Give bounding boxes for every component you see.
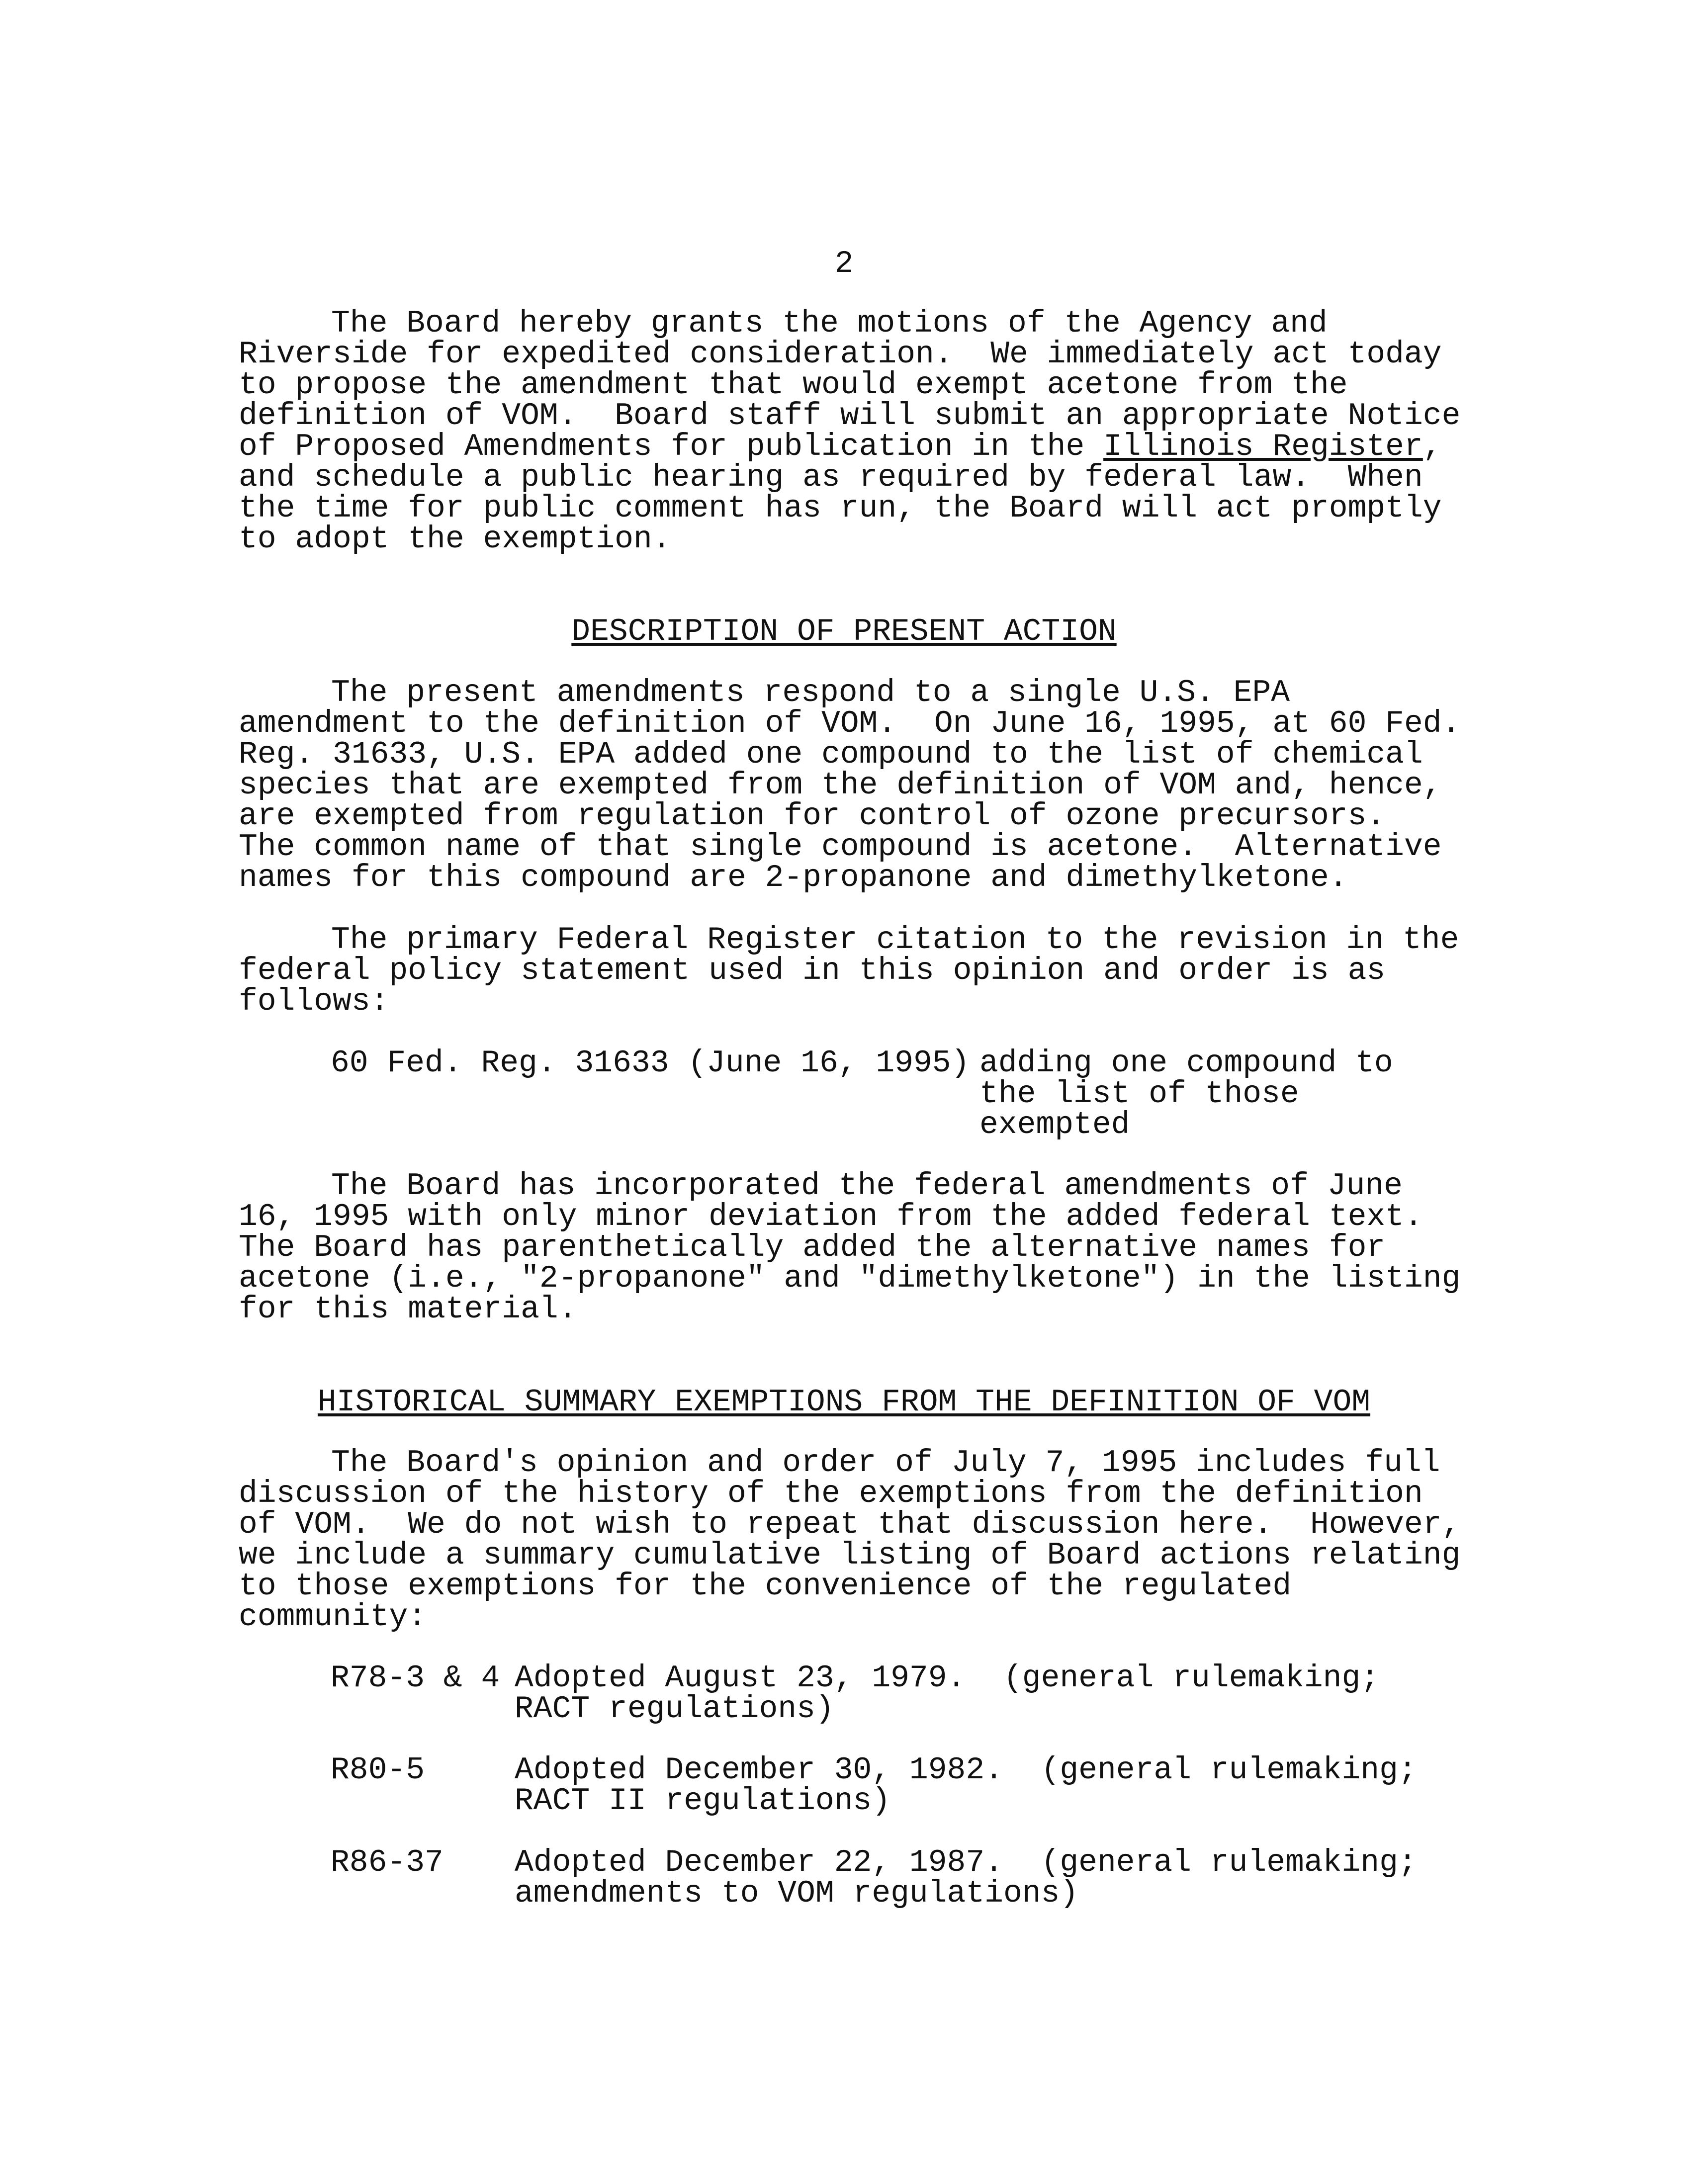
text-line: are exempted from regulation for control of ozone precursors.: [239, 798, 1386, 834]
text-fragment: of Proposed Amendments for publication in the: [239, 429, 1104, 464]
text-line: [239, 429, 1472, 464]
text-line: Adopted August 23, 1979. (general rulemaking;: [515, 1660, 1380, 1696]
text-line: of VOM. We do not wish to repeat that discussion here. However,: [239, 1507, 1461, 1542]
text-line: discussion of the history of the exemptions from the definition: [239, 1476, 1423, 1511]
text-line: names for this compound are 2-propanone and dimethylketone.: [239, 860, 1348, 895]
text-line: to propose the amendment that would exempt acetone from the: [239, 367, 1348, 403]
text-line: community:: [239, 1599, 427, 1635]
citation-reference: 60 Fed. Reg. 31633 (June 16, 1995): [331, 1046, 970, 1081]
text-line: RACT regulations): [515, 1691, 834, 1727]
text-line: and schedule a public hearing as required by federal law. When: [239, 460, 1423, 495]
paragraph-present-amendments: [239, 675, 1472, 895]
text-line: Riverside for expedited consideration. We immediately act today: [239, 337, 1442, 372]
section-heading-historical-summary: HISTORICAL SUMMARY EXEMPTIONS FROM THE DEFINITION OF VOM: [317, 1385, 1371, 1420]
text-line: Adopted December 30, 1982. (general rulemaking;: [515, 1752, 1417, 1788]
paragraph-primary-citation: [239, 922, 1472, 1019]
history-entry-id: R80-5: [331, 1752, 425, 1788]
text-line: The Board's opinion and order of July 7, 1995 includes full: [331, 1445, 1440, 1481]
text-line: exempted: [979, 1107, 1130, 1142]
illinois-register-title: Illinois Register: [1103, 429, 1423, 464]
text-line: The present amendments respond to a single U.S. EPA: [331, 675, 1290, 710]
text-line: 16, 1995 with only minor deviation from the added federal text.: [239, 1199, 1423, 1234]
text-line: The Board has parenthetically added the alternative names for: [239, 1230, 1386, 1265]
citation-description: [979, 1048, 1393, 1140]
history-entry-id: R78-3 & 4: [331, 1660, 500, 1696]
text-line: to adopt the exemption.: [239, 522, 671, 557]
text-line: follows:: [239, 984, 389, 1019]
section-heading-present-action: DESCRIPTION OF PRESENT ACTION: [571, 614, 1117, 649]
text-line: The Board has incorporated the federal amendments of June: [331, 1168, 1403, 1204]
history-entry-description: [515, 1660, 1380, 1727]
text-line: the time for public comment has run, the Board will act promptly: [239, 491, 1442, 526]
paragraph-board-opinion: [239, 1445, 1472, 1635]
text-line: Adopted December 22, 1987. (general rulemaking;: [515, 1845, 1417, 1880]
text-line: RACT II regulations): [515, 1783, 891, 1819]
text-line: The common name of that single compound is acetone. Alternative: [239, 829, 1442, 865]
text-line: adding one compound to: [979, 1046, 1393, 1081]
history-entry-description: [515, 1847, 1417, 1909]
text-line: species that are exempted from the definition of VOM and, hence,: [239, 768, 1442, 803]
text-line: amendments to VOM regulations): [515, 1876, 1079, 1911]
history-entry-description: [515, 1752, 1417, 1819]
text-line: definition of VOM. Board staff will submit an appropriate Notice: [239, 398, 1461, 434]
text-line: acetone (i.e., "2-propanone" and "dimethylketone") in the listing: [239, 1261, 1461, 1296]
text-line: federal policy statement used in this opinion and order is as: [239, 953, 1386, 988]
text-line: Reg. 31633, U.S. EPA added one compound to the list of chemical: [239, 737, 1423, 772]
page-number: 2: [834, 246, 854, 281]
text-line: The primary Federal Register citation to the revision in the: [331, 922, 1459, 958]
text-line: The Board hereby grants the motions of the Agency and: [331, 306, 1328, 341]
text-line: we include a summary cumulative listing of Board actions relating: [239, 1538, 1461, 1573]
text-line: amendment to the definition of VOM. On June 16, 1995, at 60 Fed.: [239, 706, 1461, 741]
text-line: to those exemptions for the convenience of the regulated: [239, 1569, 1292, 1604]
paragraph-grant-motions: [239, 308, 1472, 555]
history-entry-id: R86-37: [331, 1845, 444, 1880]
paragraph-incorporated-amendments: [239, 1168, 1472, 1327]
text-line: the list of those: [979, 1076, 1299, 1112]
text-line: for this material.: [239, 1292, 577, 1327]
text-fragment: ,: [1422, 429, 1442, 464]
